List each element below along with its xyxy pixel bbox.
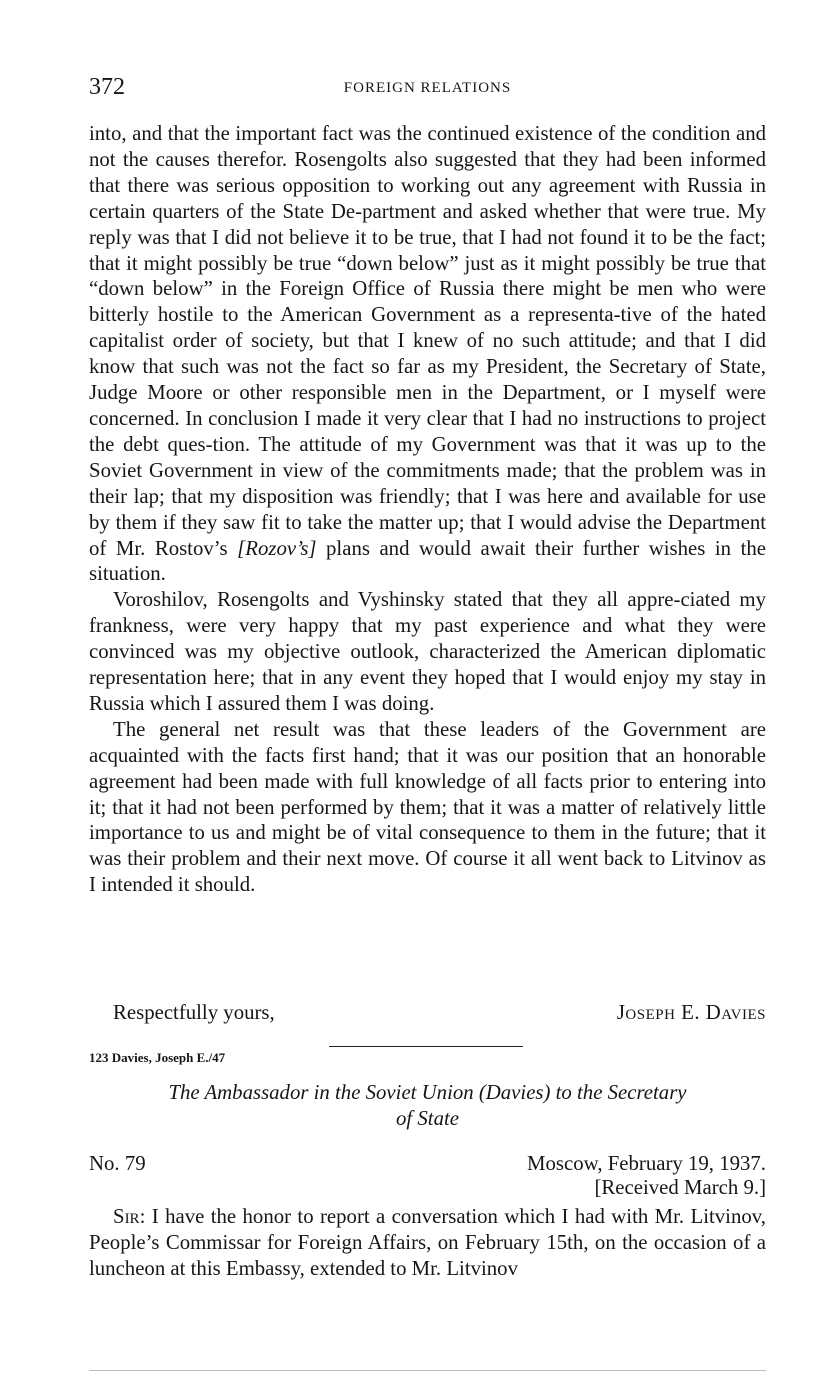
paragraph-continued: [89, 121, 766, 587]
page-header: [89, 72, 766, 102]
salutation: Respectfully yours,: [113, 1001, 275, 1024]
page-bottom-edge: [89, 1370, 766, 1371]
signature: Joseph E. Davies: [616, 1001, 766, 1024]
running-head: FOREIGN RELATIONS: [343, 80, 512, 96]
section-divider: [329, 1046, 523, 1047]
bracket-correction: [Rozov’s]: [237, 536, 317, 560]
paragraph-1-text: into, and that the important fact was the continued existence of the condition and not the causes therefor. Rosengolts also suggested that they had been informed that there was serious opposition to working out any agreement with Russia in certain quarters of the State De-partment and asked whether that were true. My reply was that I did not believe it to be true, that I had not found it to be the fact; that it might possibly be true “down below” just as it might possibly be true that “down below” in the Foreign Office of Russia there might be men who were bitterly hostile to the American Government as a representa-tive of the hated capitalist order of society, but that I knew of no such attitude; and that I did know that such was not the fact so far as my President, the Secretary of State, Judge Moore or other responsible men in the Department, or I myself were concerned. In conclusion I made it very clear that I had no instructions to project the debt ques-tion. The attitude of my Government was that it was up to the Soviet Government in view of the commitments made; that the problem was in their lap; that my disposition was friendly; that I was here and available for use by them if they saw fit to take the matter up; that I would advise the Department of Mr. Rostov’s: [89, 122, 766, 560]
page-number: 372: [89, 74, 125, 100]
place-date: Moscow, February 19, 1937.: [527, 1152, 766, 1175]
file-reference: 123 Davies, Joseph E./47: [89, 1050, 226, 1065]
salutation-sir: Sir: [113, 1205, 140, 1228]
document-number: No. 79: [89, 1152, 146, 1175]
paragraph-2: Voroshilov, Rosengolts and Vyshinsky stated that they all appre-ciated my frankness, were very happy that my past experience and what they were convinced was my objective outlook, characterized the American diplomatic representation here; that in any event they hoped that I would enjoy my stay in Russia which I assured them I was doing.: [89, 588, 766, 715]
document-title: [89, 1080, 766, 1132]
body-text: [89, 121, 766, 898]
letter-opening: [89, 1204, 766, 1282]
letter-opening-text: : I have the honor to report a conversation which I had with Mr. Litvinov, People’s Commissar for Foreign Affairs, on February 15th, on the occasion of a luncheon at this Embassy, extended to Mr. Litvinov: [89, 1205, 766, 1280]
paragraph-1-end: plans and would await their further wishes in the situation.: [89, 536, 766, 586]
document-title-line-2: of State: [396, 1107, 459, 1130]
document-title-line-1: The Ambassador in the Soviet Union (Davies) to the Secretary: [168, 1081, 687, 1104]
paragraph-3: The general net result was that these leaders of the Government are acquainted with the facts first hand; that it was our position that an honorable agreement had been made with full knowledge of all facts prior to entering into it; that it had not been performed by them; that it was a matter of relatively little importance to us and might be of vital consequence to them in the future; that it was their problem and their next move. Of course it all went back to Litvinov as I intended it should.: [89, 717, 766, 897]
dateline: [89, 1152, 766, 1178]
received-date: [Received March 9.]: [594, 1176, 766, 1199]
closing: [89, 1001, 766, 1027]
